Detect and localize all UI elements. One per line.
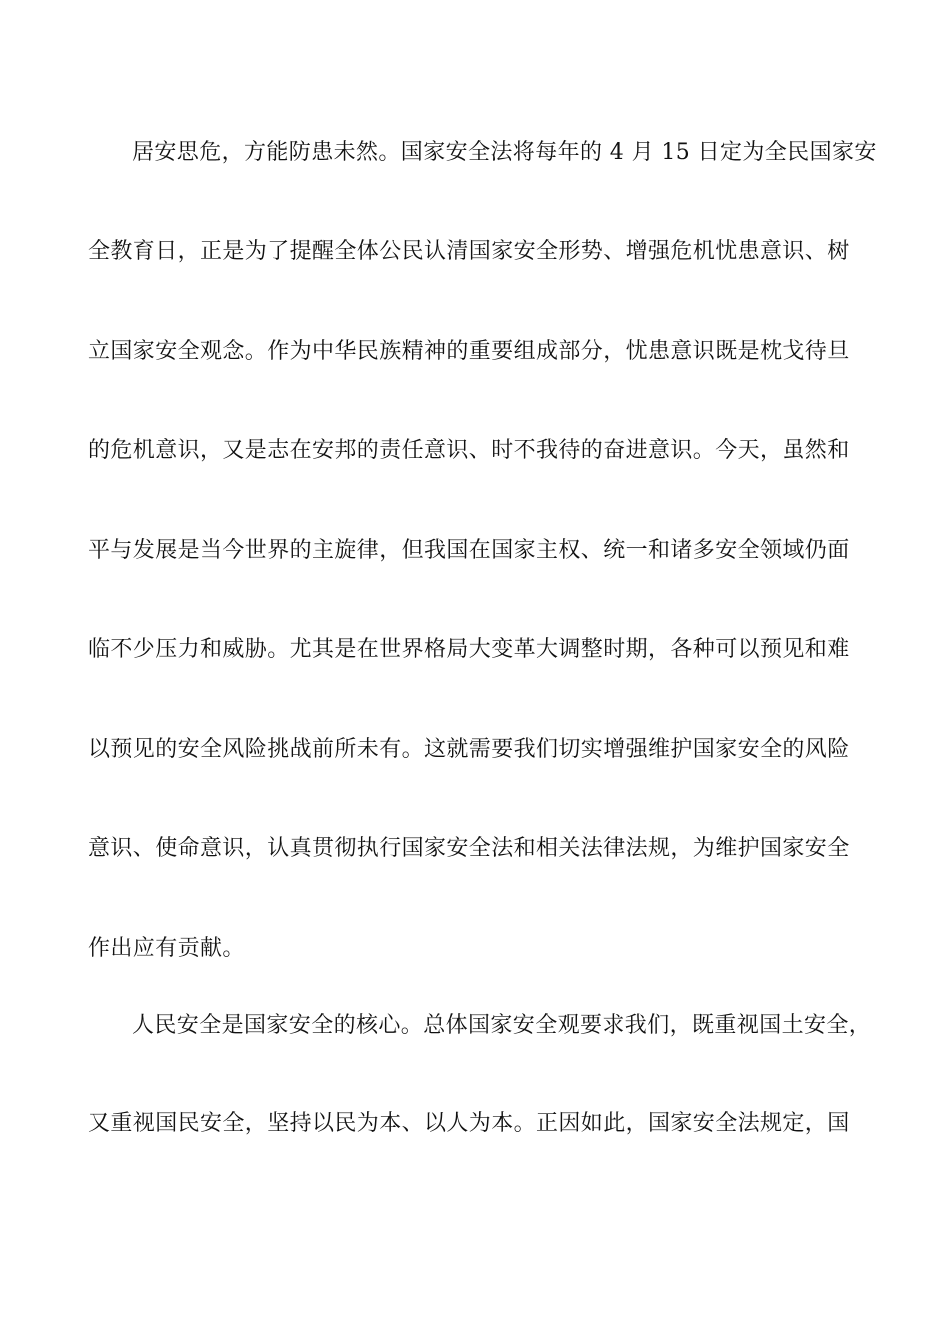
paragraph-line: 立国家安全观念。作为中华民族精神的重要组成部分，忧患意识既是枕戈待旦 bbox=[88, 339, 850, 364]
paragraph-line: 全教育日，正是为了提醒全体公民认清国家安全形势、增强危机忧患意识、树 bbox=[88, 239, 850, 264]
paragraph-line: 以预见的安全风险挑战前所未有。这就需要我们切实增强维护国家安全的风险 bbox=[88, 737, 850, 762]
paragraph-line: 意识、使命意识，认真贯彻执行国家安全法和相关法律法规，为维护国家安全 bbox=[88, 836, 850, 861]
paragraph-line: 又重视国民安全，坚持以民为本、以人为本。正因如此，国家安全法规定，国 bbox=[88, 1111, 850, 1136]
paragraph-line: 居安思危，方能防患未然。国家安全法将每年的 4 月 15 日定为全民国家安 bbox=[132, 140, 877, 165]
paragraph-line: 作出应有贡献。 bbox=[88, 936, 245, 961]
paragraph-line: 人民安全是国家安全的核心。总体国家安全观要求我们，既重视国土安全， bbox=[132, 1013, 872, 1038]
paragraph-line: 的危机意识，又是志在安邦的责任意识、时不我待的奋进意识。今天，虽然和 bbox=[88, 438, 850, 463]
paragraph-line: 临不少压力和威胁。尤其是在世界格局大变革大调整时期，各种可以预见和难 bbox=[88, 637, 850, 662]
paragraph-line: 平与发展是当今世界的主旋律，但我国在国家主权、统一和诸多安全领域仍面 bbox=[88, 538, 850, 563]
